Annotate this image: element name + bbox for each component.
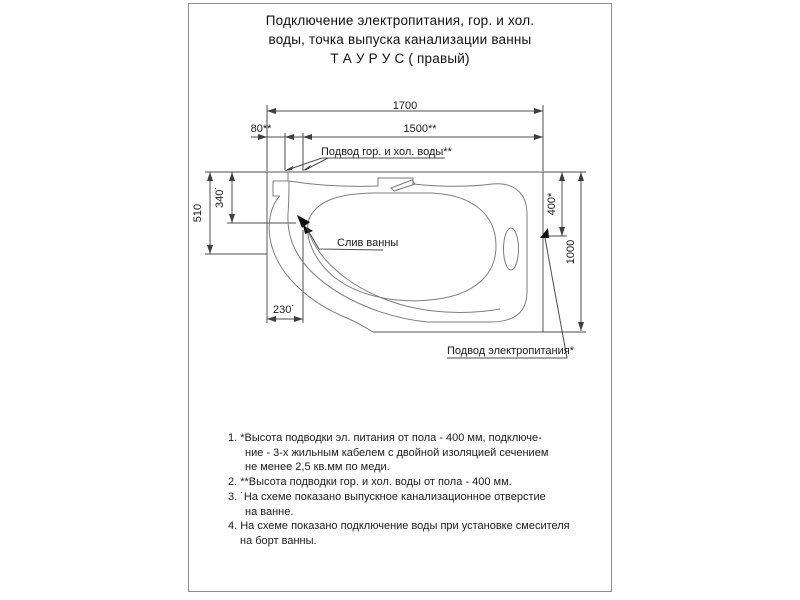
drain-callout — [297, 215, 398, 250]
dim-510-arrow-bottom — [207, 245, 213, 254]
dim-230-arrow-right — [294, 316, 303, 322]
dim-1700-arrow-right — [534, 108, 543, 114]
dim-400-arrow-top — [559, 172, 565, 181]
note-line: на борт ванны. — [240, 534, 317, 547]
tub-basin — [308, 193, 496, 301]
power-point-marker — [540, 228, 549, 238]
dim-1700-value: 1700 — [392, 100, 418, 112]
dim-340-lines — [227, 172, 296, 223]
dim-1500-arrow-left — [303, 134, 312, 140]
dim-510-value: 510 — [192, 203, 204, 223]
dimension-drain-from-edge — [267, 230, 303, 323]
dimension-drain-from-wall — [214, 172, 296, 223]
footnotes — [228, 431, 588, 549]
note-line: ние - 3-х жильным кабелем с двойной изоляцией сечением — [245, 446, 549, 459]
note-line: 2. **Высота подводки гор. и хол. воды от пола - 400 мм. — [228, 476, 512, 489]
dim-1700-arrow-left — [267, 108, 276, 114]
bathtub-outline — [269, 172, 527, 332]
power-supply-callout — [447, 228, 575, 358]
note-line: не менее 2,5 кв.мм по меди. — [245, 461, 390, 474]
water-supply-label: Подвод гор. и хол. воды** — [321, 146, 452, 158]
dim-340-value: 340˙ — [214, 185, 226, 209]
tub-headrest-lens — [504, 228, 519, 270]
drain-label: Слив ванны — [337, 237, 399, 249]
tub-tray-marker — [391, 180, 415, 191]
tub-seat-curve — [307, 228, 500, 313]
water-supply-callout — [284, 146, 453, 171]
dim-1000-value: 1000 — [565, 239, 577, 265]
dim-80-value: 80** — [250, 123, 272, 135]
dim-510-arrow-top — [207, 172, 213, 181]
tub-corner-tab — [273, 172, 288, 196]
dim-340-arrow-bottom — [229, 214, 235, 223]
dim-230-value: 230˙ — [272, 304, 296, 316]
power-supply-label: Подвод электропитания* — [447, 345, 574, 357]
note-line: 1. *Высота подводки эл. питания от пола - 400 мм, подключе- — [228, 432, 542, 444]
installation-box — [267, 172, 543, 332]
dim-80-arrow-right — [285, 134, 294, 140]
note-line: 4. На схеме показано подключение воды при установке смесителя — [228, 520, 570, 533]
dim-400-arrow-bottom — [559, 227, 565, 236]
note-line: на ванне. — [245, 505, 294, 518]
dim-1500-value: 1500** — [403, 123, 437, 135]
dimension-left-tangent — [192, 172, 267, 254]
dim-230-arrow-left — [267, 316, 276, 322]
water-leader-lines — [287, 158, 445, 170]
note-line: 3. ˙На схеме показано выпускное канализационное отверстие — [228, 490, 546, 503]
power-leader-line — [447, 238, 567, 358]
box-edges — [267, 172, 543, 332]
dim-1000-arrow-bottom — [578, 322, 584, 331]
title-line-1: Подключение электропитания, гор. и хол. — [265, 13, 535, 28]
dim-510-lines — [205, 172, 267, 254]
dim-1000-arrow-top — [578, 172, 584, 181]
dimension-power-height — [543, 172, 567, 236]
dim-340-arrow-top — [229, 172, 235, 181]
dim-1500-arrow-right — [534, 134, 543, 140]
dim-400-value: 400* — [546, 192, 558, 216]
title-line-2: воды, точка выпуска канализации ванны — [268, 32, 532, 47]
title-line-3: Т А У Р У С ( правый) — [330, 51, 470, 66]
